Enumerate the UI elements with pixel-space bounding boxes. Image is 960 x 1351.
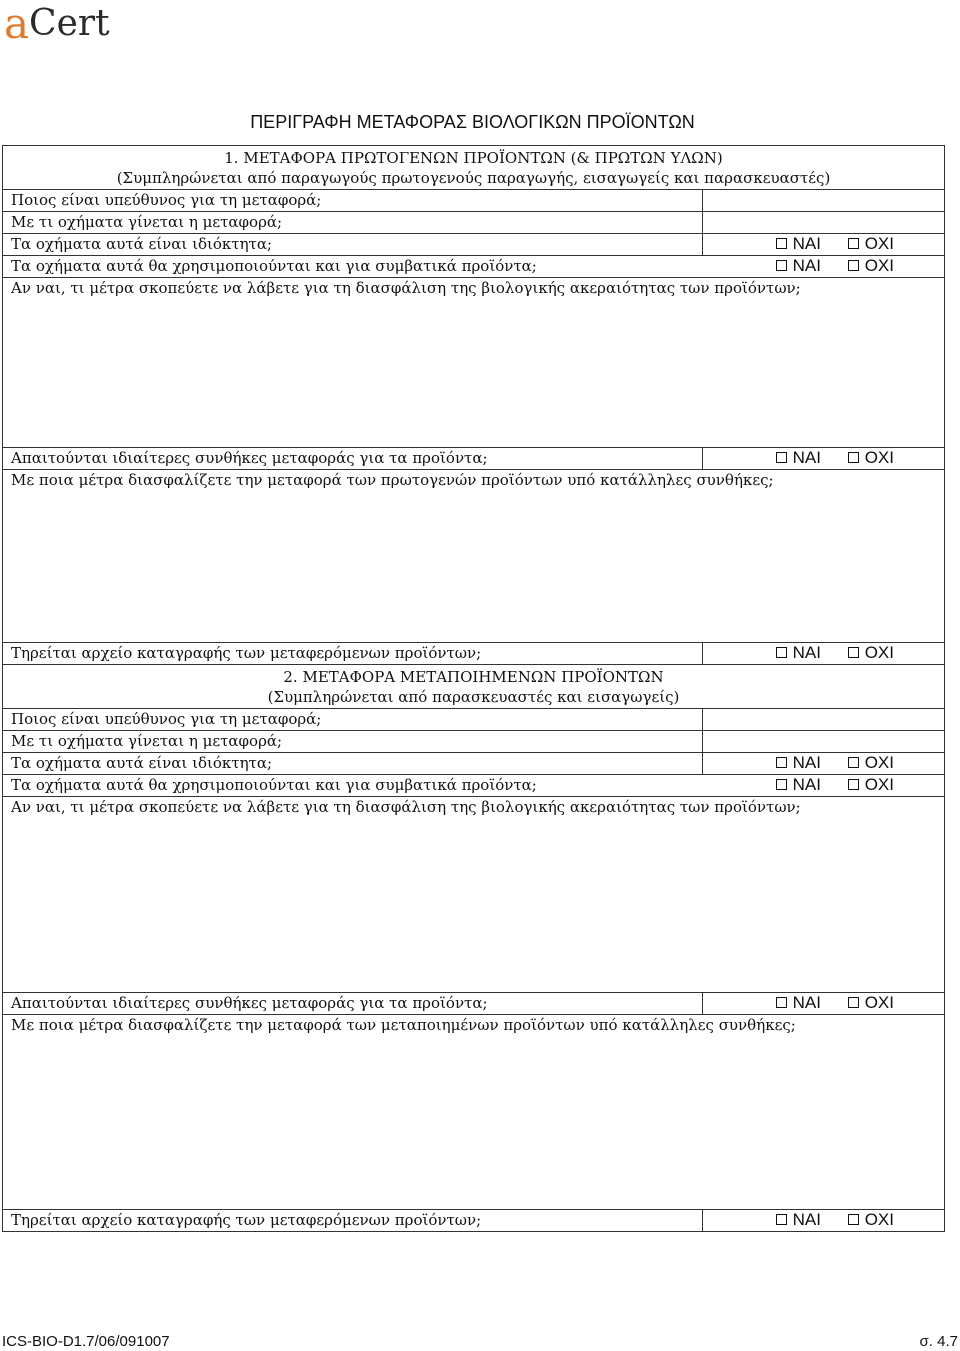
checkbox-icon[interactable] [848,1214,859,1225]
checkbox-icon[interactable] [776,1214,787,1225]
s2-owned-yes[interactable] [776,753,821,772]
s1-vehicles-answer[interactable] [703,212,945,234]
page-number: σ. 4.7 [919,1333,958,1350]
yes-label: ΝΑΙ [792,448,821,467]
no-label: ΟΧΙ [864,993,894,1012]
s2-vehicles-label: Με τι οχήματα γίνεται η μεταφορά; [3,731,703,753]
s2-conventional-label: Τα οχήματα αυτά θα χρησιμοποιούνται και για συμβατικά προϊόντα; [3,775,703,797]
checkbox-icon[interactable] [776,260,787,271]
s2-record-yes[interactable] [776,1210,821,1229]
yes-label: ΝΑΙ [792,256,821,275]
section-1-title: 1. ΜΕΤΑΦΟΡΑ ΠΡΩΤΟΓΕΝΩΝ ΠΡΟΪΟΝΤΩΝ (& ΠΡΩΤΩΝ ΥΛΩΝ) [224,149,723,167]
s2-measures-field[interactable] [3,797,945,993]
s2-record-options [703,1210,945,1232]
s1-ensure-label: Με ποια μέτρα διασφαλίζετε την μεταφορά των πρωτογενών προϊόντων υπό κατάλληλες συνθήκες; [11,471,774,489]
s2-measures-label: Αν ναι, τι μέτρα σκοπεύετε να λάβετε για τη διασφάλιση της βιολογικής ακεραιότητας των προϊόντων; [11,798,801,816]
s1-special-no[interactable] [848,448,894,467]
s1-responsible-label: Ποιος είναι υπεύθυνος για τη μεταφορά; [3,190,703,212]
no-label: ΟΧΙ [864,256,894,275]
no-label: ΟΧΙ [864,1210,894,1229]
s1-record-yes[interactable] [776,643,821,662]
section-1-table [2,145,945,1232]
s1-ensure-field[interactable] [3,470,945,643]
s2-conventional-no[interactable] [848,775,894,794]
s1-conventional-label: Τα οχήματα αυτά θα χρησιμοποιούνται και για συμβατικά προϊόντα; [3,256,703,278]
s2-record-no[interactable] [848,1210,894,1229]
s1-conventional-yes[interactable] [776,256,821,275]
s2-special-label: Απαιτούνται ιδιαίτερες συνθήκες μεταφοράς για τα προϊόντα; [3,993,703,1015]
s1-conventional-options [703,256,945,278]
checkbox-icon[interactable] [776,452,787,463]
s1-owned-label: Τα οχήματα αυτά είναι ιδιόκτητα; [3,234,703,256]
checkbox-icon[interactable] [848,647,859,658]
logo-text: Cert [29,3,110,44]
checkbox-icon[interactable] [776,238,787,249]
section-1-heading [3,146,945,190]
checkbox-icon[interactable] [776,779,787,790]
transport-form [2,145,944,1232]
checkbox-icon[interactable] [776,647,787,658]
section-2-title: 2. ΜΕΤΑΦΟΡΑ ΜΕΤΑΠΟΙΗΜΕΝΩΝ ΠΡΟΪΟΝΤΩΝ [283,668,664,686]
s1-owned-no[interactable] [848,234,894,253]
s2-ensure-field[interactable] [3,1015,945,1210]
s2-responsible-label: Ποιος είναι υπεύθυνος για τη μεταφορά; [3,709,703,731]
s1-owned-yes[interactable] [776,234,821,253]
checkbox-icon[interactable] [848,238,859,249]
document-title [0,112,945,133]
s1-record-options [703,643,945,665]
s2-ensure-label: Με ποια μέτρα διασφαλίζετε την μεταφορά των μεταποιημένων προϊόντων υπό κατάλληλες συνθήκες; [11,1016,796,1034]
s2-special-no[interactable] [848,993,894,1012]
s1-measures-field[interactable] [3,278,945,448]
section-2-subtitle: (Συμπληρώνεται από παρασκευαστές και εισαγωγείς) [267,688,680,706]
s1-owned-options [703,234,945,256]
document-title-text: ΠΕΡΙΓΡΑΦΗ ΜΕΤΑΦΟΡΑΣ ΒΙΟΛΟΓΙΚΩΝ ΠΡΟΪΟΝΤΩΝ [250,112,695,132]
s1-record-label: Τηρείται αρχείο καταγραφής των μεταφερόμενων προϊόντων; [3,643,703,665]
yes-label: ΝΑΙ [792,643,821,662]
checkbox-icon[interactable] [848,757,859,768]
yes-label: ΝΑΙ [792,775,821,794]
s1-responsible-answer[interactable] [703,190,945,212]
yes-label: ΝΑΙ [792,753,821,772]
s1-vehicles-label: Με τι οχήματα γίνεται η μεταφορά; [3,212,703,234]
s2-special-options [703,993,945,1015]
s2-conventional-options [703,775,945,797]
s1-special-label: Απαιτούνται ιδιαίτερες συνθήκες μεταφοράς για τα προϊόντα; [3,448,703,470]
yes-label: ΝΑΙ [792,1210,821,1229]
checkbox-icon[interactable] [776,757,787,768]
yes-label: ΝΑΙ [792,993,821,1012]
logo-letter-a: a [4,0,30,48]
s1-special-yes[interactable] [776,448,821,467]
no-label: ΟΧΙ [864,775,894,794]
s2-record-label: Τηρείται αρχείο καταγραφής των μεταφερόμενων προϊόντων; [3,1210,703,1232]
checkbox-icon[interactable] [848,260,859,271]
checkbox-icon[interactable] [776,997,787,1008]
checkbox-icon[interactable] [848,779,859,790]
checkbox-icon[interactable] [848,452,859,463]
no-label: ΟΧΙ [864,448,894,467]
s2-owned-label: Τα οχήματα αυτά είναι ιδιόκτητα; [3,753,703,775]
s1-record-no[interactable] [848,643,894,662]
section-2-heading [3,665,945,709]
s2-special-yes[interactable] [776,993,821,1012]
s1-special-options [703,448,945,470]
s1-measures-label: Αν ναι, τι μέτρα σκοπεύετε να λάβετε για τη διασφάλιση της βιολογικής ακεραιότητας των προϊόντων; [11,279,801,297]
checkbox-icon[interactable] [848,997,859,1008]
no-label: ΟΧΙ [864,234,894,253]
s2-responsible-answer[interactable] [703,709,945,731]
no-label: ΟΧΙ [864,753,894,772]
yes-label: ΝΑΙ [792,234,821,253]
acert-logo [4,0,110,48]
s1-conventional-no[interactable] [848,256,894,275]
s2-vehicles-answer[interactable] [703,731,945,753]
s2-owned-options [703,753,945,775]
document-code: ICS-BIO-D1.7/06/091007 [2,1333,170,1350]
s2-conventional-yes[interactable] [776,775,821,794]
no-label: ΟΧΙ [864,643,894,662]
s2-owned-no[interactable] [848,753,894,772]
section-1-subtitle: (Συμπληρώνεται από παραγωγούς πρωτογενούς παραγωγής, εισαγωγείς και παρασκευαστές) [116,169,831,187]
